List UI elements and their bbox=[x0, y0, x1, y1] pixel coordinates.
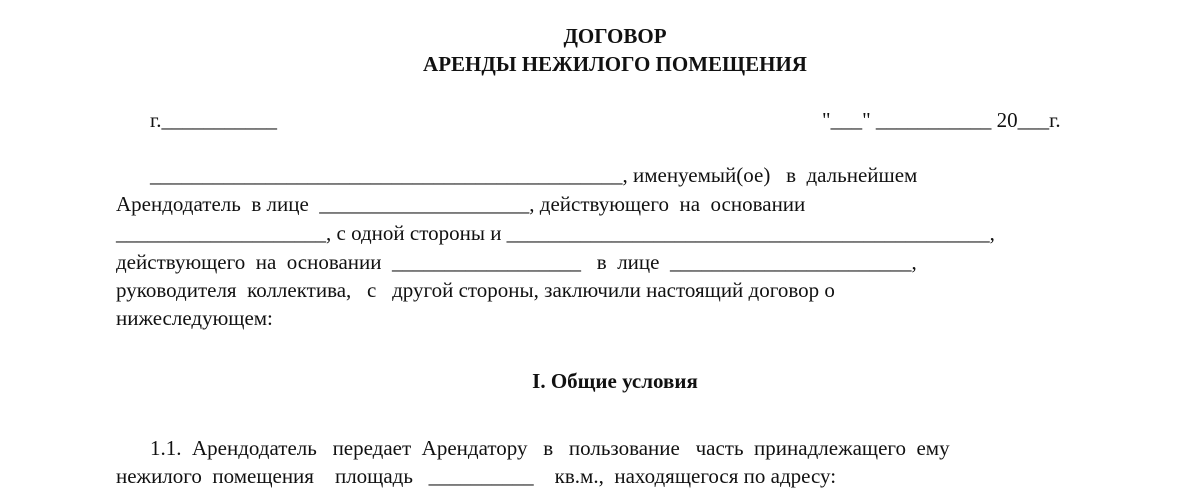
city-field: г.___________ bbox=[150, 108, 277, 132]
date-field: "___" ___________ 20___г. bbox=[822, 108, 1061, 132]
document-title: ДОГОВОР bbox=[563, 24, 667, 48]
clause-1-1-line-1: 1.1. Арендодатель передает Арендатору в пользование часть принадлежащего ему bbox=[150, 436, 950, 460]
section-heading-general-terms: I. Общие условия bbox=[532, 369, 698, 393]
parties-line-3: ____________________, с одной стороны и ______________________________________________, bbox=[116, 221, 995, 245]
parties-line-4: действующего на основании __________________ в лице _______________________, bbox=[116, 250, 917, 274]
parties-line-1: _____________________________________________, именуемый(ое) в дальнейшем bbox=[150, 163, 918, 187]
parties-line-5: руководителя коллектива, с другой стороны, заключили настоящий договор о bbox=[116, 278, 835, 302]
parties-line-2: Арендодатель в лице ____________________, действующего на основании bbox=[116, 192, 806, 216]
document-subtitle: АРЕНДЫ НЕЖИЛОГО ПОМЕЩЕНИЯ bbox=[423, 52, 807, 76]
clause-1-1-line-2: нежилого помещения площадь __________ кв.м., находящегося по адресу: bbox=[116, 464, 837, 488]
parties-line-6: нижеследующем: bbox=[116, 306, 273, 330]
